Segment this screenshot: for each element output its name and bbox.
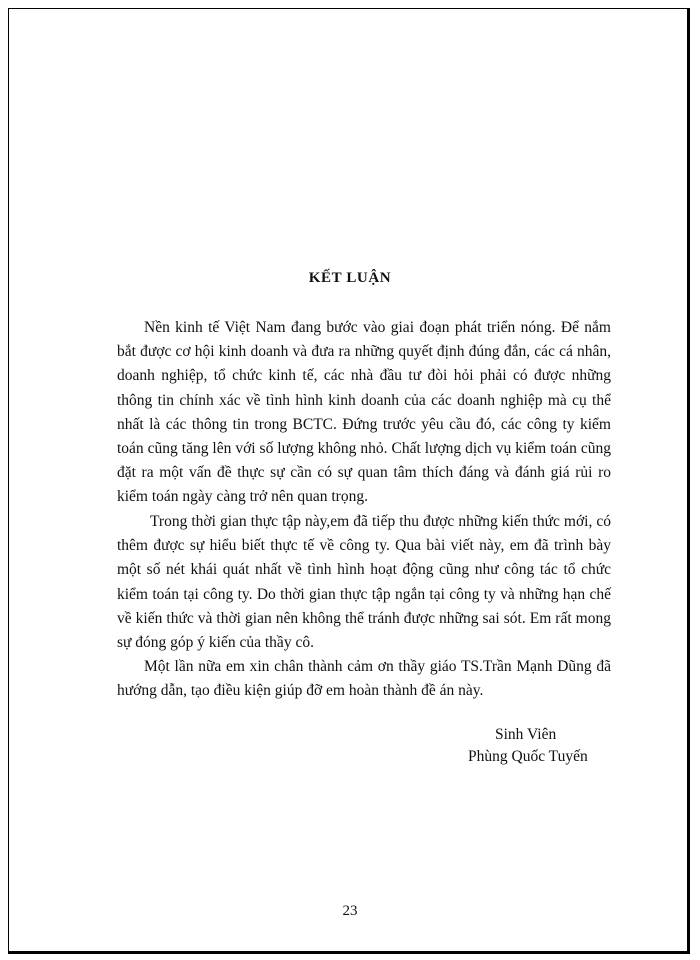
signature-name: Phùng Quốc Tuyến xyxy=(468,748,588,765)
paragraph-2: Trong thời gian thực tập này,em đã tiếp thu được những kiến thức mới, có thêm được sự hiểu biết thực tế về công ty. Qua bài viết này, em đã trình bày một số nét khái quát nhất về tình hình hoạt động cũng như công tác tổ chức kiểm toán tại công ty. Do thời gian thực tập ngắn tại công ty và những hạn chế về kiến thức và thời gian nên không thể tránh được những sai sót. Em rất mong sự đóng góp ý kiến của thầy cô. xyxy=(117,513,611,652)
paragraph-1: Nền kinh tế Việt Nam đang bước vào giai đoạn phát triển nóng. Để nắm bắt được cơ hội kinh doanh và đưa ra những quyết định đúng đắn, các cá nhân, doanh nghiệp, tổ chức kinh tế, các nhà đầu tư đòi hỏi phải có được những thông tin chính xác về tình hình kinh doanh của các doanh nghiệp mà cụ thể nhất là các thông tin trong BCTC. Đứng trước yêu cầu đó, các công ty kiểm toán cũng tăng lên với số lượng không nhỏ. Chất lượng dịch vụ kiểm toán cũng đặt ra một vấn đề thực sự cần có sự quan tâm thích đáng và đánh giá rủi ro kiểm toán ngày càng trở nên quan trọng. xyxy=(117,319,611,506)
page-number: 23 xyxy=(342,903,358,919)
paragraph-3: Một lần nữa em xin chân thành cảm ơn thầy giáo TS.Trần Mạnh Dũng đã hướng dẫn, tạo điều kiện giúp đỡ em hoàn thành đề án này. xyxy=(117,658,611,700)
signature-role: Sinh Viên xyxy=(495,726,557,743)
page-title: KẾT LUẬN xyxy=(308,270,392,286)
